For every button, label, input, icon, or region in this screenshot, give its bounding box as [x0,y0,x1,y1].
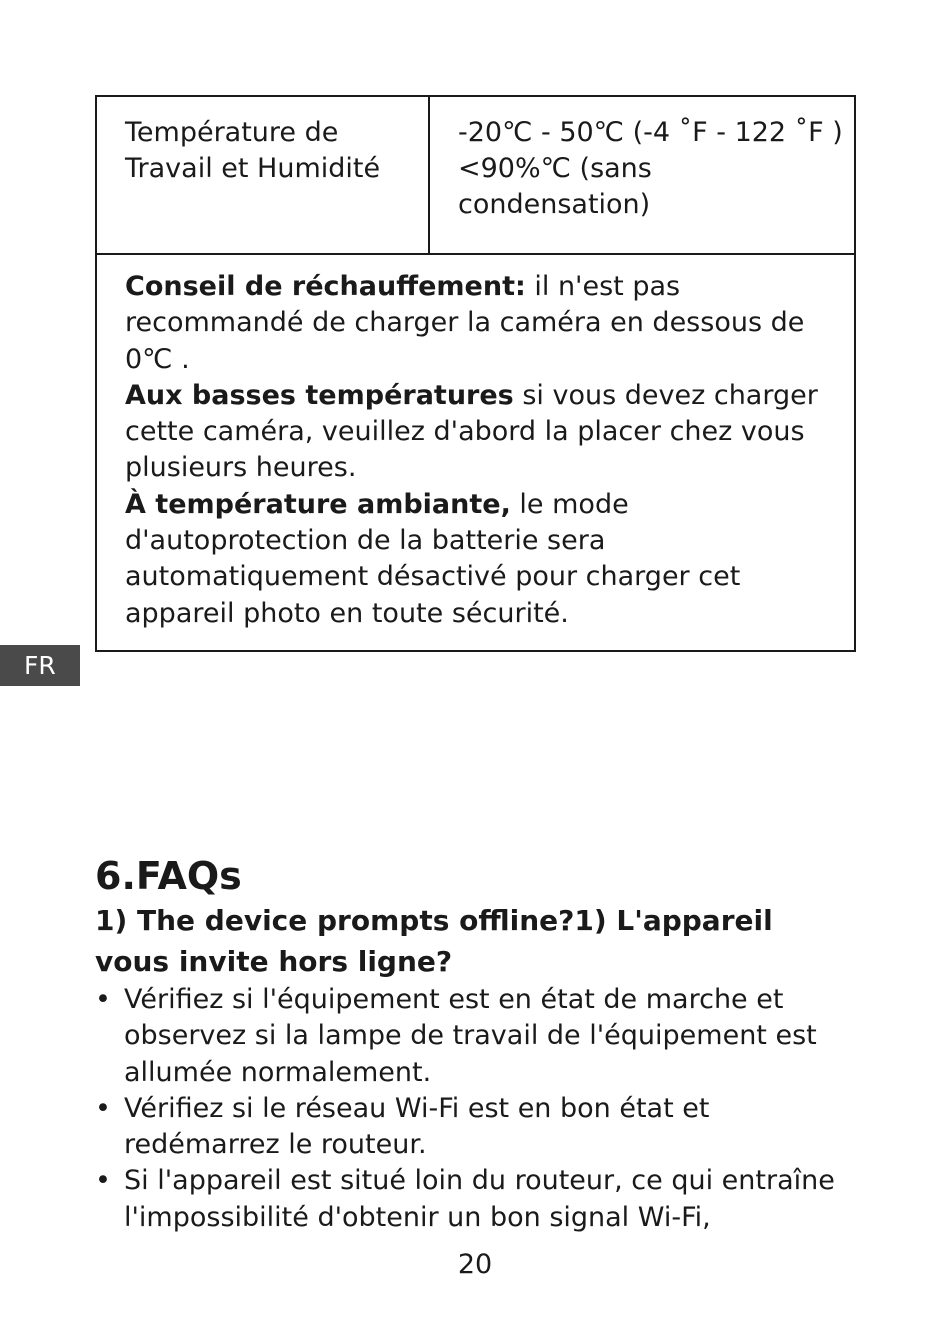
faq-question: 1) The device prompts offline?1) L'appareil vous invite hors ligne? [95,904,773,978]
page-number: 20 [457,1249,493,1280]
warming-tip-text: il n'est pas recommandé de charger la caméra en dessous de 0℃ . [125,271,805,375]
warming-tip [125,269,840,378]
faq-title: 6.FAQs [95,854,242,898]
warming-tip-heading: Conseil de réchauffement: [125,271,526,302]
bullet-icon: • [95,984,111,1015]
list-item-text: Vérifiez si l'équipement est en état de marche et observez si la lampe de travail de l'équipement est allumée normalement. [124,984,817,1088]
spec-value: -20℃ - 50℃ (-4 ˚F - 122 ˚F )<90%℃ (sans condensation) [458,117,843,220]
bullet-icon: • [95,1092,111,1124]
list-item [95,1163,855,1236]
warming-tips [97,255,854,650]
spec-table [95,95,856,652]
warming-tip-text: si vous devez charger cette caméra, veuillez d'abord la placer chez vous plusieurs heures. [125,379,818,484]
bullet-icon: • [95,1165,111,1197]
spec-row-temperature [97,97,854,255]
list-item [95,1091,855,1164]
spec-label: Température de Travail et Humidité [97,97,430,253]
list-item [95,982,855,1091]
warming-tip-text: le mode d'autoprotection de la batterie sera automatiquement désactivé pour charger cet appareil photo en toute sécurité. [125,488,741,629]
list-item-text: Si l'appareil est situé loin du routeur, ce qui entraîne l'impossibilité d'obtenir un bon signal Wi-Fi, [124,1165,835,1233]
language-tab: FR [0,645,80,686]
warming-tip [125,378,840,487]
list-item-text: Vérifiez si le réseau Wi-Fi est en bon état et redémarrez le routeur. [124,1092,710,1161]
faq-list [95,982,855,1236]
warming-tip-heading: À température ambiante, [125,488,511,520]
warming-tip [125,487,840,632]
warming-tip-heading: Aux basses températures [125,379,514,411]
